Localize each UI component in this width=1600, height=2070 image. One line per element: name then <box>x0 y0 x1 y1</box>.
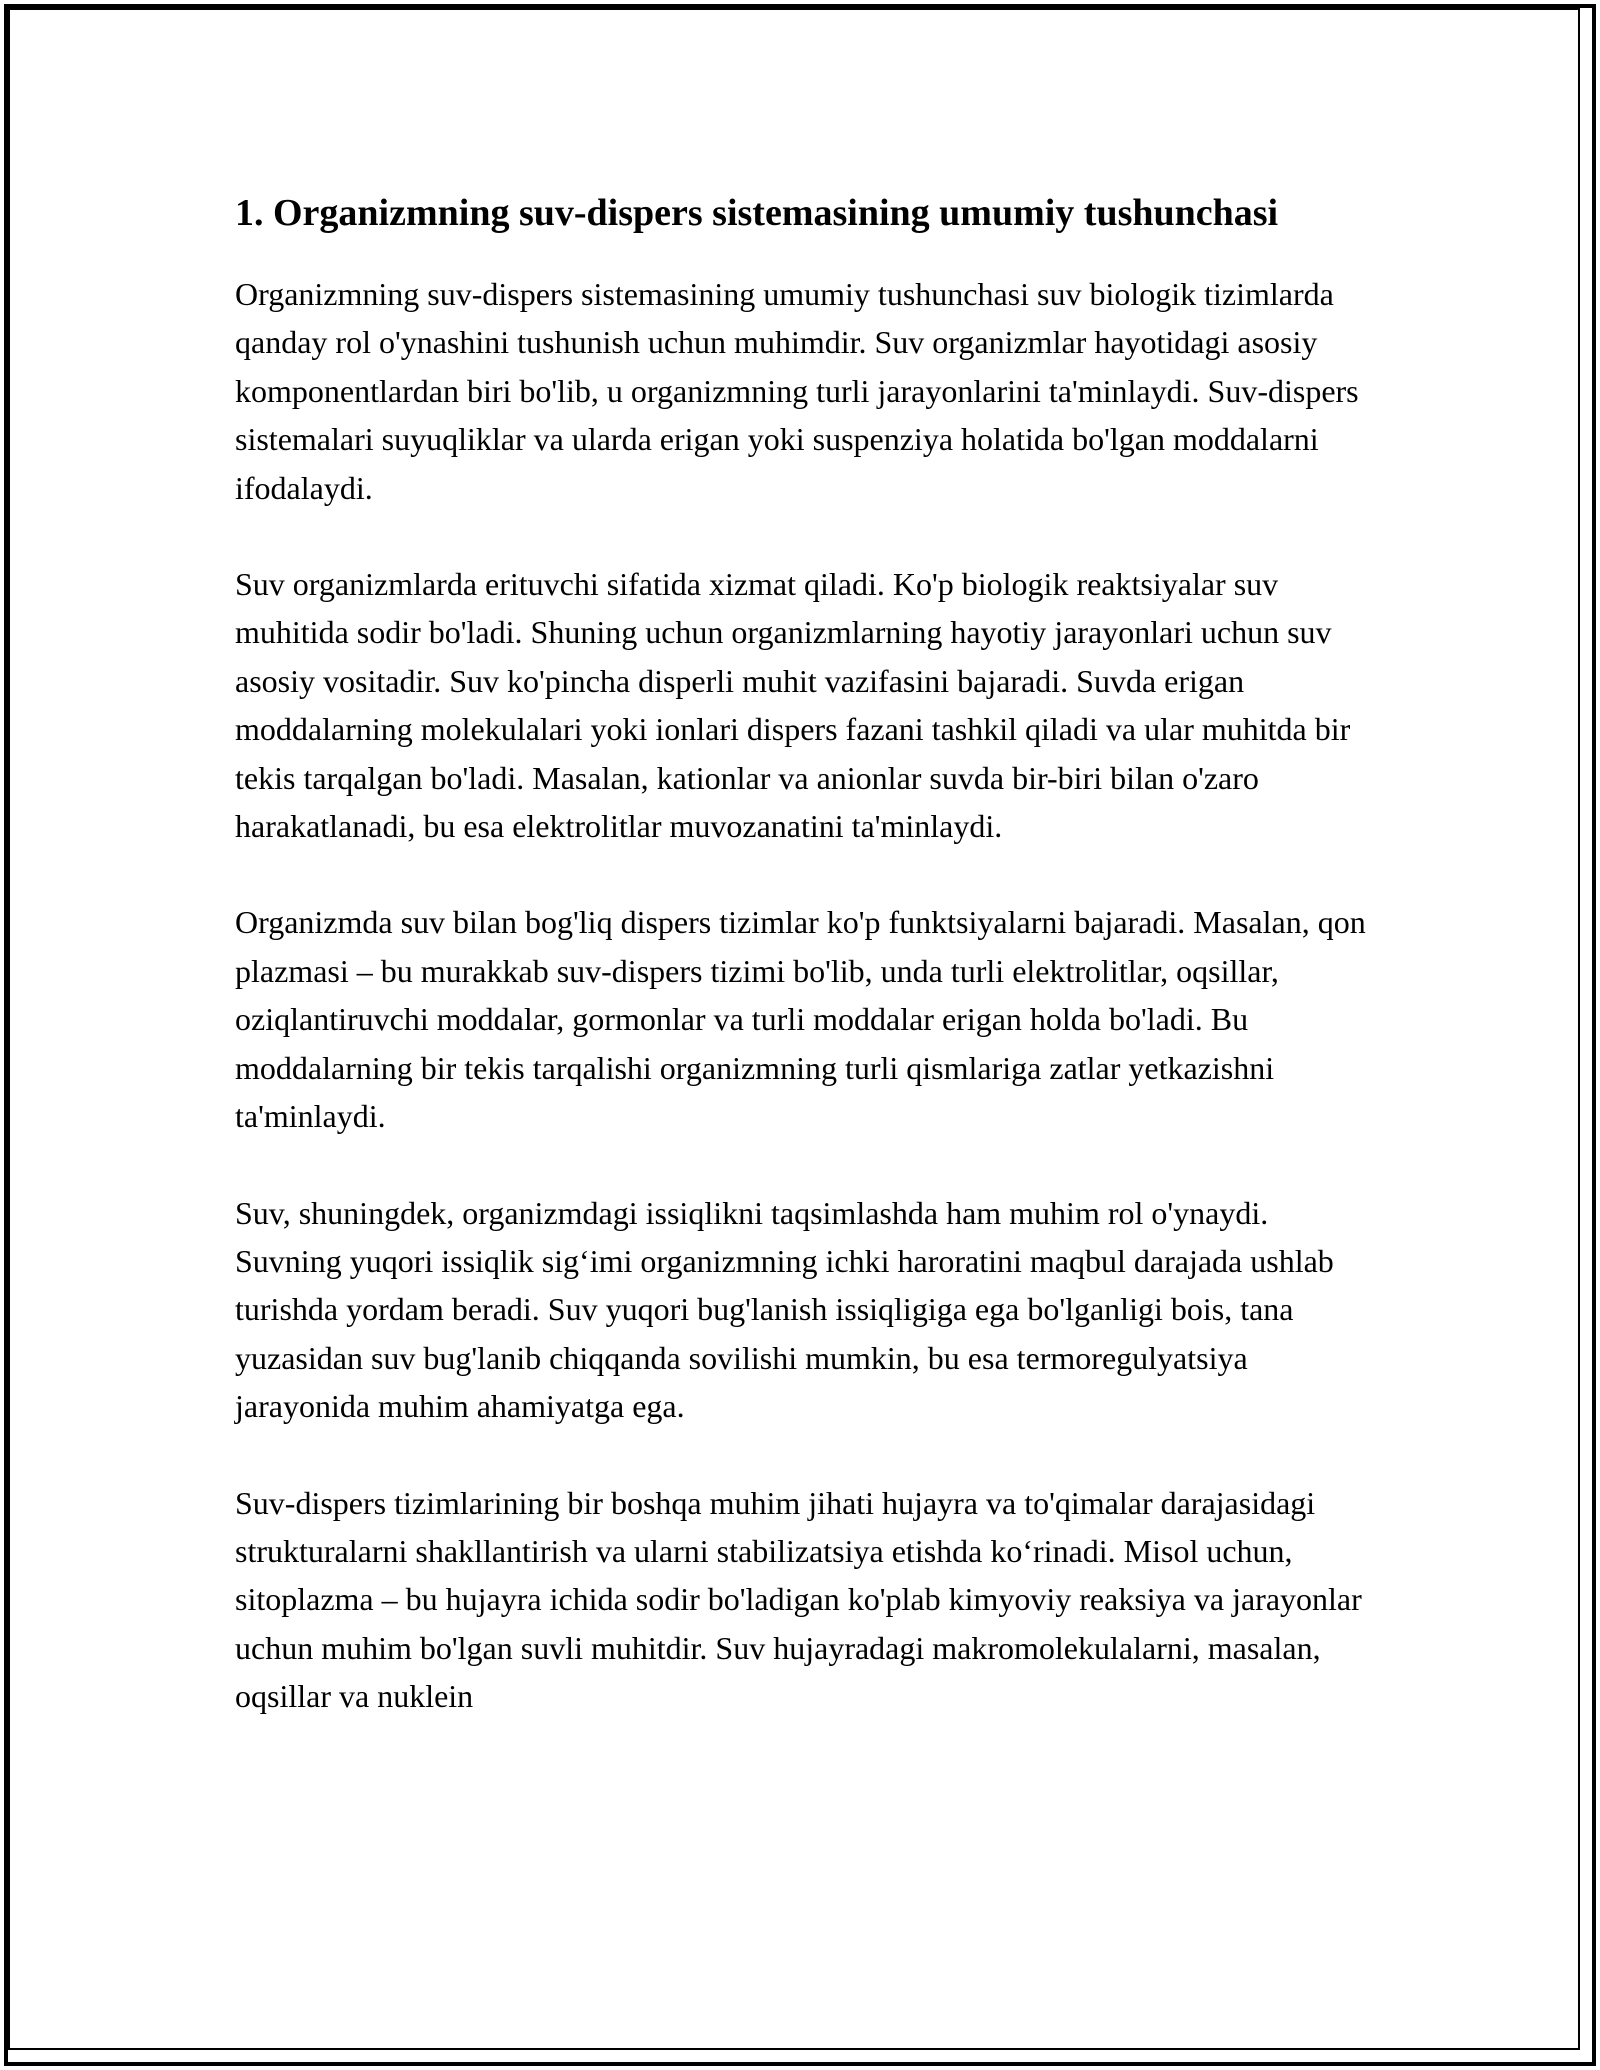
paragraph-4: Suv, shuningdek, organizmdagi issiqlikni taqsimlashda ham muhim rol o'ynaydi. Suvning yuqori issiqlik sig‘imi organizmning ichki haroratini maqbul darajada ushlab turishda yordam beradi. Suv yuqori bug'lanish issiqligiga ega bo'lganligi bois, tana yuzasidan suv bug'lanib chiqqanda sovilishi mumkin, bu esa termoregulyatsiya jarayonida muhim ahamiyatga ega. <box>235 1194 1334 1425</box>
section-heading: 1. Organizmning suv-dispers sistemasining umumiy tushunchasi <box>235 192 1279 234</box>
paragraph-1: Organizmning suv-dispers sistemasining umumiy tushunchasi suv biologik tizimlarda qanday rol o'ynashini tushunish uchun muhimdir. Suv organizmlar hayotidagi asosiy komponentlardan biri bo'lib, u organizmning turli jarayonlarini ta'minlaydi. Suv-dispers sistemalari suyuqliklar va ularda erigan yoki suspenziya holatida bo'lgan moddalarni ifodalaydi. <box>235 276 1359 506</box>
paragraph-2: Suv organizmlarda erituvchi sifatida xizmat qiladi. Ko'p biologik reaktsiyalar suv muhitida sodir bo'ladi. Shuning uchun organizmlarning hayotiy jarayonlari uchun suv asosiy vositadir. Suv ko'pincha disperli muhit vazifasini bajaradi. Suvda erigan moddalarning molekulalari yoki ionlari dispers fazani tashkil qiladi va ular muhitda bir tekis tarqalgan bo'ladi. Masalan, kationlar va anionlar suvda bir-biri bilan o'zaro harakatlanadi, bu esa elektrolitlar muvozanatini ta'minlaydi. <box>235 566 1351 845</box>
paragraph-3: Organizmda suv bilan bog'liq dispers tizimlar ko'p funktsiyalarni bajaradi. Masalan, qon plazmasi – bu murakkab suv-dispers tizimi bo'lib, unda turli elektrolitlar, oqsillar, oziqlantiruvchi moddalar, gormonlar va turli moddalar erigan holda bo'ladi. Bu moddalarning bir tekis tarqalishi organizmning turli qismlariga zatlar yetkazishni ta'minlaydi. <box>235 904 1366 1135</box>
document-body <box>235 186 1370 1769</box>
paragraph-5: Suv-dispers tizimlarining bir boshqa muhim jihati hujayra va to'qimalar darajasidagi strukturalarni shakllantirish va ularni stabilizatsiya etishda ko‘rinadi. Misol uchun, sitoplazma – bu hujayra ichida sodir bo'ladigan ko'plab kimyoviy reaksiya va jarayonlar uchun muhim bo'lgan suvli muhitdir. Suv hujayradagi makromolekulalarni, masalan, oqsillar va nuklein <box>235 1484 1362 1715</box>
